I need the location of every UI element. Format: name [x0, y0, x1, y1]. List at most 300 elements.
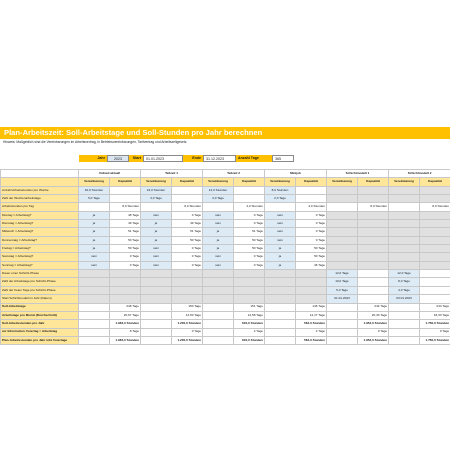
capacity-cell: 0 Tage [296, 211, 327, 219]
capacity-cell: 0 Tage [296, 220, 327, 228]
agreement-cell [141, 270, 172, 278]
agreement-cell[interactable]: nein [265, 220, 296, 228]
capacity-cell [358, 211, 389, 219]
capacity-cell: 50 Tage [110, 236, 141, 244]
agreement-cell [389, 336, 420, 344]
agreement-cell [327, 203, 358, 211]
agreement-cell [327, 220, 358, 228]
capacity-cell: 244 Tage [420, 303, 450, 311]
subheader-row [1, 178, 450, 186]
capacity-cell: 50 Tage [172, 236, 203, 244]
agreement-cell[interactable]: ja [203, 236, 234, 244]
agreement-cell [141, 303, 172, 311]
capacity-cell [420, 278, 450, 286]
capacity-cell [420, 286, 450, 294]
subheader-kapazitaet: Kapazität [110, 178, 141, 186]
row-label: Zahl der freien Tage pro Schicht-Phase [1, 286, 79, 294]
row-label: Samstag = Arbeitstag? [1, 253, 79, 261]
agreement-cell[interactable]: 5,0 Tage [79, 195, 110, 203]
table-row [1, 328, 450, 336]
row-label: Arbeitsstunden pro Tag [1, 203, 79, 211]
capacity-cell: 0 Tage [172, 245, 203, 253]
agreement-cell [79, 295, 110, 303]
capacity-cell [420, 186, 450, 194]
agreement-cell [265, 278, 296, 286]
capacity-cell [172, 295, 203, 303]
model-header: Vollzeit aktuell [79, 170, 141, 178]
agreement-cell[interactable]: ja [265, 261, 296, 269]
capacity-cell: 4,0 Stunden [296, 203, 327, 211]
capacity-cell: 0 Tage [358, 328, 389, 336]
capacity-cell: 1.200,0 Stunden [172, 320, 203, 328]
capacity-cell: 49 Tage [110, 220, 141, 228]
agreement-cell[interactable]: 5,0 Tage [327, 286, 358, 294]
agreement-cell [265, 295, 296, 303]
capacity-cell: 1.984,0 Stunden [110, 320, 141, 328]
capacity-cell [172, 195, 203, 203]
table-row [1, 270, 450, 278]
year-input[interactable]: 2023 [107, 155, 129, 162]
subheader-vereinbarung: Vereinbarung [389, 178, 420, 186]
capacity-cell [110, 270, 141, 278]
capacity-cell: 0 Tage [234, 253, 265, 261]
capacity-cell: 18,33 Tage [420, 311, 450, 319]
agreement-cell[interactable]: nein [79, 261, 110, 269]
table-row [1, 228, 450, 236]
agreement-cell[interactable]: ja [79, 245, 110, 253]
capacity-cell: 1.200,0 Stunden [172, 336, 203, 344]
agreement-cell [79, 336, 110, 344]
agreement-cell [141, 336, 172, 344]
agreement-cell [389, 211, 420, 219]
capacity-cell [296, 195, 327, 203]
agreement-cell[interactable]: 01.01.2023 [327, 295, 358, 303]
capacity-cell: 4 Tage [234, 328, 265, 336]
capacity-cell [358, 261, 389, 269]
table-row [1, 286, 450, 294]
agreement-cell [327, 328, 358, 336]
capacity-cell: 1.952,0 Stunden [358, 336, 389, 344]
model-header: Minijob [265, 170, 327, 178]
agreement-cell[interactable]: nein [141, 245, 172, 253]
agreement-cell [389, 195, 420, 203]
agreement-cell [389, 261, 420, 269]
capacity-cell: 151 Tage [234, 303, 265, 311]
table-row [1, 336, 450, 344]
agreement-cell [389, 328, 420, 336]
agreement-cell [203, 311, 234, 319]
row-label: Anzahl Arbeitsstunden pro Woche [1, 186, 79, 194]
row-label: Donnerstag = Arbeitstag? [1, 236, 79, 244]
row-label: Soll-Arbeitstage [1, 303, 79, 311]
capacity-cell [358, 236, 389, 244]
capacity-cell [234, 186, 265, 194]
day-count-cell[interactable]: 365 [272, 155, 294, 162]
agreement-cell[interactable]: ja [141, 228, 172, 236]
agreement-cell[interactable]: ja [79, 220, 110, 228]
agreement-cell[interactable]: ja [79, 228, 110, 236]
capacity-cell [234, 270, 265, 278]
row-label: Dienstag = Arbeitstag? [1, 220, 79, 228]
capacity-cell [296, 186, 327, 194]
capacity-cell [358, 220, 389, 228]
agreement-cell [327, 261, 358, 269]
capacity-cell [234, 286, 265, 294]
agreement-cell [389, 253, 420, 261]
capacity-cell: 8 Tage [110, 328, 141, 336]
agreement-cell[interactable]: ja [203, 228, 234, 236]
capacity-cell: 12,17 Tage [296, 311, 327, 319]
agreement-cell [327, 245, 358, 253]
capacity-cell: 50 Tage [234, 245, 265, 253]
row-label: Zahl der Wochenarbeitstage [1, 195, 79, 203]
agreement-cell[interactable]: ja [79, 236, 110, 244]
capacity-cell [358, 228, 389, 236]
capacity-cell: 48 Tage [110, 211, 141, 219]
agreement-cell [79, 203, 110, 211]
agreement-cell [265, 270, 296, 278]
subheader-corner [1, 178, 79, 186]
model-header: Teilzeit 2 [203, 170, 265, 178]
capacity-cell: 0 Tage [110, 261, 141, 269]
agreement-cell [389, 303, 420, 311]
agreement-cell [141, 203, 172, 211]
agreement-cell [79, 303, 110, 311]
row-label: Mittwoch = Arbeitstag? [1, 228, 79, 236]
agreement-cell [327, 211, 358, 219]
agreement-cell [141, 311, 172, 319]
capacity-cell: 248 Tage [110, 303, 141, 311]
row-label: zur Information: Feiertag = Arbeitstag [1, 328, 79, 336]
agreement-cell [203, 328, 234, 336]
agreement-cell [389, 228, 420, 236]
agreement-cell [327, 311, 358, 319]
table-row [1, 295, 450, 303]
capacity-cell: 1.952,0 Stunden [358, 320, 389, 328]
agreement-cell [389, 203, 420, 211]
agreement-cell[interactable]: 3,0 Tage [141, 195, 172, 203]
capacity-cell: 4 Tage [296, 328, 327, 336]
capacity-cell: 12,58 Tage [234, 311, 265, 319]
agreement-cell [327, 236, 358, 244]
capacity-cell [296, 286, 327, 294]
agreement-cell[interactable]: 12,0 Tage [327, 270, 358, 278]
agreement-cell [327, 253, 358, 261]
agreement-cell [203, 270, 234, 278]
capacity-cell [172, 286, 203, 294]
row-label: Sonntag = Arbeitstag? [1, 261, 79, 269]
row-label: Montag = Arbeitstag? [1, 211, 79, 219]
agreement-cell [79, 320, 110, 328]
end-date-cell[interactable]: 31.12.2023 [203, 155, 236, 162]
agreement-cell [203, 336, 234, 344]
capacity-cell: 604,0 Stunden [234, 320, 265, 328]
agreement-cell[interactable]: nein [79, 253, 110, 261]
agreement-cell[interactable]: 3,0 Tage [203, 195, 234, 203]
agreement-cell[interactable]: nein [265, 228, 296, 236]
capacity-cell [420, 253, 450, 261]
subheader-kapazitaet: Kapazität [234, 178, 265, 186]
agreement-cell [389, 186, 420, 194]
agreement-cell [203, 295, 234, 303]
agreement-cell [327, 195, 358, 203]
table-row [1, 203, 450, 211]
agreement-cell[interactable]: nein [203, 261, 234, 269]
capacity-cell: 51 Tage [172, 228, 203, 236]
agreement-cell[interactable]: nein [141, 253, 172, 261]
agreement-cell[interactable]: nein [203, 253, 234, 261]
agreement-cell[interactable]: nein [265, 236, 296, 244]
capacity-cell [110, 186, 141, 194]
agreement-cell [327, 186, 358, 194]
table-row [1, 186, 450, 194]
agreement-cell[interactable]: ja [141, 236, 172, 244]
capacity-cell: 8,0 Stunden [358, 203, 389, 211]
capacity-cell: 46 Tage [296, 261, 327, 269]
capacity-cell [358, 245, 389, 253]
capacity-cell [358, 286, 389, 294]
capacity-cell [234, 195, 265, 203]
agreement-cell[interactable]: 8,0 Stunden [265, 186, 296, 194]
agreement-cell [141, 278, 172, 286]
agreement-cell[interactable]: 12,0 Tage [389, 270, 420, 278]
calculation-table [0, 169, 450, 345]
capacity-cell: 1.760,0 Stunden [420, 336, 450, 344]
agreement-cell [265, 203, 296, 211]
capacity-cell: 0 Tage [234, 261, 265, 269]
table-row [1, 278, 450, 286]
capacity-cell: 4,0 Stunden [234, 203, 265, 211]
table-row [1, 261, 450, 269]
capacity-cell: 1.760,0 Stunden [420, 320, 450, 328]
capacity-cell: 0 Tage [172, 253, 203, 261]
capacity-cell: 0 Tage [420, 328, 450, 336]
start-label: Start [129, 155, 143, 162]
agreement-cell [265, 320, 296, 328]
capacity-cell [296, 278, 327, 286]
agreement-cell [141, 295, 172, 303]
agreement-cell[interactable]: 8,0 Tage [389, 278, 420, 286]
agreement-cell [141, 328, 172, 336]
agreement-cell[interactable]: ja [141, 220, 172, 228]
capacity-cell: 146 Tage [296, 303, 327, 311]
agreement-cell [389, 236, 420, 244]
capacity-cell: 50 Tage [296, 253, 327, 261]
capacity-cell [296, 270, 327, 278]
subheader-vereinbarung: Vereinbarung [327, 178, 358, 186]
capacity-cell: 51 Tage [110, 228, 141, 236]
agreement-cell[interactable]: 10,0 Tage [327, 278, 358, 286]
subheader-vereinbarung: Vereinbarung [79, 178, 110, 186]
capacity-cell [234, 278, 265, 286]
start-date-cell[interactable]: 01.01.2023 [143, 155, 183, 162]
table-row [1, 253, 450, 261]
agreement-cell [203, 203, 234, 211]
agreement-cell [141, 286, 172, 294]
capacity-cell [358, 195, 389, 203]
agreement-cell [79, 286, 110, 294]
agreement-cell[interactable]: 24,0 Stunden [141, 186, 172, 194]
capacity-cell [172, 186, 203, 194]
capacity-cell: 50 Tage [110, 245, 141, 253]
row-label: Zahl der Arbeitstage pro Schicht-Phase [1, 278, 79, 286]
table-row [1, 311, 450, 319]
table-row [1, 320, 450, 328]
table-row [1, 195, 450, 203]
agreement-cell [327, 320, 358, 328]
end-label: Ende [183, 155, 203, 162]
subheader-vereinbarung: Vereinbarung [203, 178, 234, 186]
agreement-cell [389, 245, 420, 253]
capacity-cell: 244 Tage [358, 303, 389, 311]
subheader-kapazitaet: Kapazität [420, 178, 450, 186]
agreement-cell[interactable]: ja [79, 211, 110, 219]
row-label: Soll-Arbeitsstunden pro Jahr [1, 320, 79, 328]
agreement-cell[interactable]: nein [203, 211, 234, 219]
parameter-row [0, 155, 450, 162]
table-row [1, 211, 450, 219]
agreement-cell[interactable]: 12,0 Stunden [203, 186, 234, 194]
subheader-vereinbarung: Vereinbarung [141, 178, 172, 186]
capacity-cell: 51 Tage [234, 228, 265, 236]
capacity-cell: 12,50 Tage [172, 311, 203, 319]
model-header: Schichtmodell 2 [389, 170, 450, 178]
row-label: Dauer einer Schicht-Phase [1, 270, 79, 278]
capacity-cell [234, 295, 265, 303]
capacity-cell: 1.984,0 Stunden [110, 336, 141, 344]
agreement-cell [265, 336, 296, 344]
agreement-cell [327, 336, 358, 344]
capacity-cell: 20,67 Tage [110, 311, 141, 319]
model-header-row [1, 170, 450, 178]
agreement-cell [203, 286, 234, 294]
capacity-cell [358, 270, 389, 278]
agreement-cell [79, 328, 110, 336]
agreement-cell[interactable]: ja [265, 245, 296, 253]
capacity-cell: 50 Tage [234, 236, 265, 244]
agreement-cell [141, 320, 172, 328]
capacity-cell: 0 Tage [234, 211, 265, 219]
capacity-cell [420, 220, 450, 228]
agreement-cell[interactable]: 03.01.2023 [389, 295, 420, 303]
capacity-cell: 0 Tage [172, 261, 203, 269]
capacity-cell [172, 278, 203, 286]
capacity-cell: 0 Tage [296, 236, 327, 244]
capacity-cell [358, 295, 389, 303]
row-label: Start Schichtmodell im Jahr (Datum) [1, 295, 79, 303]
row-label: Plan-Arbeitsstunden pro Jahr inkl. Feiertage [1, 336, 79, 344]
row-label: Arbeitstage pro Monat (Durchschnitt) [1, 311, 79, 319]
capacity-cell [172, 270, 203, 278]
model-header: Teilzeit 1 [141, 170, 203, 178]
subheader-kapazitaet: Kapazität [296, 178, 327, 186]
agreement-cell [265, 328, 296, 336]
capacity-cell: 0 Tage [234, 220, 265, 228]
agreement-cell[interactable]: nein [141, 211, 172, 219]
agreement-cell [203, 278, 234, 286]
agreement-cell [265, 303, 296, 311]
capacity-cell [110, 278, 141, 286]
capacity-cell: 0 Tage [110, 253, 141, 261]
agreement-cell[interactable]: 4,0 Tage [389, 286, 420, 294]
agreement-cell[interactable]: 40,0 Stunden [79, 186, 110, 194]
table-row [1, 303, 450, 311]
capacity-cell [420, 261, 450, 269]
capacity-cell [420, 245, 450, 253]
capacity-cell: 8,0 Stunden [420, 203, 450, 211]
agreement-cell [265, 311, 296, 319]
capacity-cell [110, 286, 141, 294]
header-corner [1, 170, 79, 178]
agreement-cell [79, 311, 110, 319]
subheader-kapazitaet: Kapazität [172, 178, 203, 186]
capacity-cell [110, 295, 141, 303]
capacity-cell [110, 195, 141, 203]
agreement-cell [79, 270, 110, 278]
agreement-cell[interactable]: nein [265, 211, 296, 219]
agreement-cell [203, 303, 234, 311]
capacity-cell [296, 295, 327, 303]
day-count-label: Anzahl Tage [236, 155, 272, 162]
subheader-kapazitaet: Kapazität [358, 178, 389, 186]
table-row [1, 236, 450, 244]
capacity-cell: 604,0 Stunden [234, 336, 265, 344]
model-header: Schichtmodell 1 [327, 170, 389, 178]
capacity-cell: 0 Tage [172, 211, 203, 219]
capacity-cell: 0 Tage [296, 228, 327, 236]
capacity-cell: 584,0 Stunden [296, 336, 327, 344]
agreement-cell [79, 278, 110, 286]
agreement-cell[interactable]: 2,0 Tage [265, 195, 296, 203]
capacity-cell [358, 186, 389, 194]
capacity-cell [420, 295, 450, 303]
capacity-cell [420, 236, 450, 244]
capacity-cell [358, 278, 389, 286]
agreement-cell [389, 220, 420, 228]
agreement-cell[interactable]: nein [203, 220, 234, 228]
agreement-cell [327, 228, 358, 236]
agreement-cell[interactable]: ja [265, 253, 296, 261]
capacity-cell: 50 Tage [296, 245, 327, 253]
capacity-cell: 20,33 Tage [358, 311, 389, 319]
capacity-cell: 8,0 Stunden [110, 203, 141, 211]
agreement-cell [389, 320, 420, 328]
agreement-cell[interactable]: nein [141, 261, 172, 269]
capacity-cell: 8,0 Stunden [172, 203, 203, 211]
capacity-cell: 150 Tage [172, 303, 203, 311]
year-label: Jahr [79, 155, 107, 162]
capacity-cell [420, 270, 450, 278]
table-row [1, 245, 450, 253]
sheet-title: Plan-Arbeitszeit: Soll-Arbeitstage und Soll-Stunden pro Jahr berechnen [0, 127, 450, 139]
capacity-cell: 49 Tage [172, 220, 203, 228]
agreement-cell [327, 303, 358, 311]
capacity-cell [420, 195, 450, 203]
capacity-cell: 584,0 Stunden [296, 320, 327, 328]
agreement-cell [265, 286, 296, 294]
agreement-cell [389, 311, 420, 319]
agreement-cell [203, 320, 234, 328]
capacity-cell [420, 228, 450, 236]
table-row [1, 220, 450, 228]
row-label: Freitag = Arbeitstag? [1, 245, 79, 253]
capacity-cell: 0 Tage [172, 328, 203, 336]
capacity-cell [420, 211, 450, 219]
subheader-vereinbarung: Vereinbarung [265, 178, 296, 186]
sheet-hint: Hinweis: Maßgeblich sind die Vereinbarungen im Arbeitsvertrag, in Betriebsvereinbarungen, Tarifvertrag und Arbeitszeitgesetz. [3, 140, 188, 144]
capacity-cell [358, 253, 389, 261]
agreement-cell[interactable]: ja [203, 245, 234, 253]
